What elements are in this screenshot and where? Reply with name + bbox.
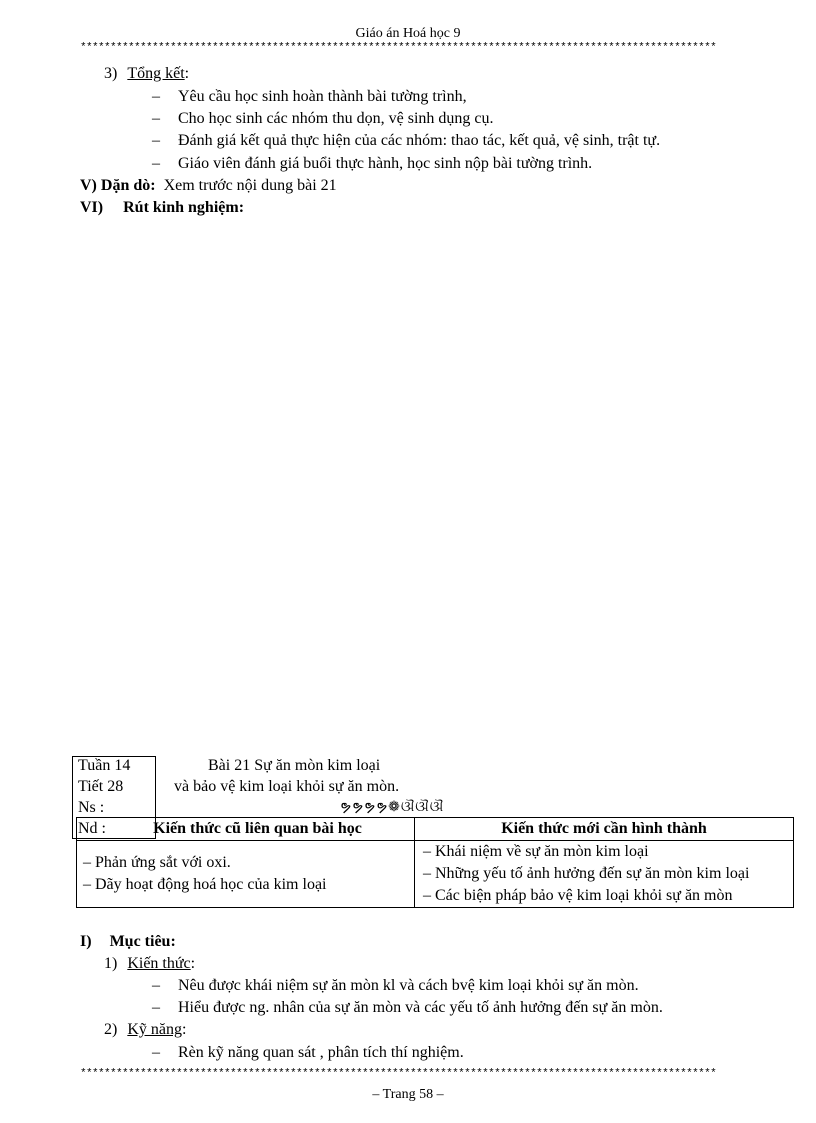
column-header-new-knowledge: Kiến thức mới cần hình thành: [415, 818, 794, 841]
bullet-dash: –: [152, 110, 160, 127]
bullet-dash: –: [152, 1044, 160, 1061]
old-knowledge-item: – Dãy hoạt động hoá học của kim loại: [83, 876, 327, 893]
knowledge-subheading-colon: :: [190, 955, 196, 972]
homework-line: [80, 177, 337, 195]
lesson-period: Tiết 28: [78, 778, 124, 795]
summary-item-text: Cho học sinh các nhóm thu dọn, vệ sinh dụng cụ.: [178, 110, 494, 127]
knowledge-table: [76, 817, 794, 908]
page-number: – Trang 58 –: [372, 1087, 444, 1102]
summary-heading-colon: :: [184, 65, 190, 82]
summary-item-text: Đánh giá kết quả thực hiện của các nhóm: thao tác, kết quả, vệ sinh, trật tự.: [178, 132, 661, 149]
new-knowledge-item: – Những yếu tố ảnh hưởng đến sự ăn mòn kim loại: [423, 865, 750, 882]
bullet-dash: –: [152, 88, 160, 105]
column-header-old-knowledge: Kiến thức cũ liên quan bài học: [77, 818, 415, 841]
skills-subheading: [104, 1021, 186, 1039]
knowledge-item-text: Hiểu được ng. nhân của sự ăn mòn và các yếu tố ảnh hưởng đến sự ăn mòn.: [178, 999, 663, 1016]
table-header-row: [77, 818, 794, 841]
bullet-dash: –: [152, 999, 160, 1016]
bullet-dash: –: [152, 977, 160, 994]
homework-label: V) Dặn dò:: [80, 177, 156, 194]
skills-subheading-colon: :: [181, 1021, 187, 1038]
lesson-title-line1: Bài 21 Sự ăn mòn kim loại: [208, 757, 381, 774]
header-separator: **********************************************************************************************************: [80, 42, 717, 54]
knowledge-item-text: Nêu được khái niệm sự ăn mòn kl và cách bvệ kim loại khỏi sự ăn mòn.: [178, 977, 639, 994]
summary-item-text: Giáo viên đánh giá buổi thực hành, học sinh nộp bài tường trình.: [178, 155, 593, 172]
summary-item-text: Yêu cầu học sinh hoàn thành bài tường trình,: [178, 88, 467, 105]
footer-separator: **********************************************************************************************************: [80, 1068, 717, 1080]
summary-item: [152, 88, 467, 106]
objectives-heading: [80, 933, 176, 951]
lesson-title-line2: và bảo vệ kim loại khỏi sự ăn mòn.: [174, 778, 400, 795]
lesson-week: Tuần 14: [78, 757, 131, 774]
knowledge-subheading-number: 1): [104, 955, 118, 972]
summary-item: [152, 155, 592, 173]
skills-subheading-label: Kỹ năng: [127, 1021, 182, 1038]
bullet-dash: –: [152, 132, 160, 149]
new-knowledge-cell: [415, 841, 794, 908]
ornament-divider: ຯຯຯຯ❁ଔଔଔ: [340, 800, 445, 815]
bullet-dash: –: [152, 155, 160, 172]
new-knowledge-item: – Các biện pháp bảo vệ kim loại khỏi sự ăn mòn: [423, 887, 733, 904]
summary-heading-number: 3): [104, 65, 118, 82]
experience-heading: [80, 199, 244, 217]
summary-heading-text: Tổng kết: [127, 65, 185, 82]
new-knowledge-item: – Khái niệm về sự ăn mòn kim loại: [423, 843, 649, 860]
old-knowledge-cell: [77, 841, 415, 908]
summary-item: [152, 132, 660, 150]
skills-item: [152, 1044, 464, 1062]
experience-number: VI): [80, 199, 104, 216]
skills-subheading-number: 2): [104, 1021, 118, 1038]
objectives-label: Mục tiêu:: [109, 933, 176, 950]
objectives-number: I): [80, 933, 92, 950]
experience-label: Rút kinh nghiệm:: [123, 199, 245, 216]
knowledge-item: [152, 999, 663, 1017]
skills-item-text: Rèn kỹ năng quan sát , phân tích thí nghiệm.: [178, 1044, 464, 1061]
lesson-nd: Nd :: [78, 820, 106, 837]
lesson-ns: Ns :: [78, 799, 105, 816]
summary-item: [152, 110, 494, 128]
homework-text: Xem trước nội dung bài 21: [163, 177, 337, 194]
old-knowledge-item: – Phản ứng sắt với oxi.: [83, 854, 231, 871]
knowledge-item: [152, 977, 639, 995]
knowledge-subheading-label: Kiến thức: [127, 955, 191, 972]
summary-heading: [104, 65, 189, 83]
page-header-title: Giáo án Hoá học 9: [355, 26, 461, 41]
table-row: [77, 841, 794, 908]
knowledge-subheading: [104, 955, 195, 973]
